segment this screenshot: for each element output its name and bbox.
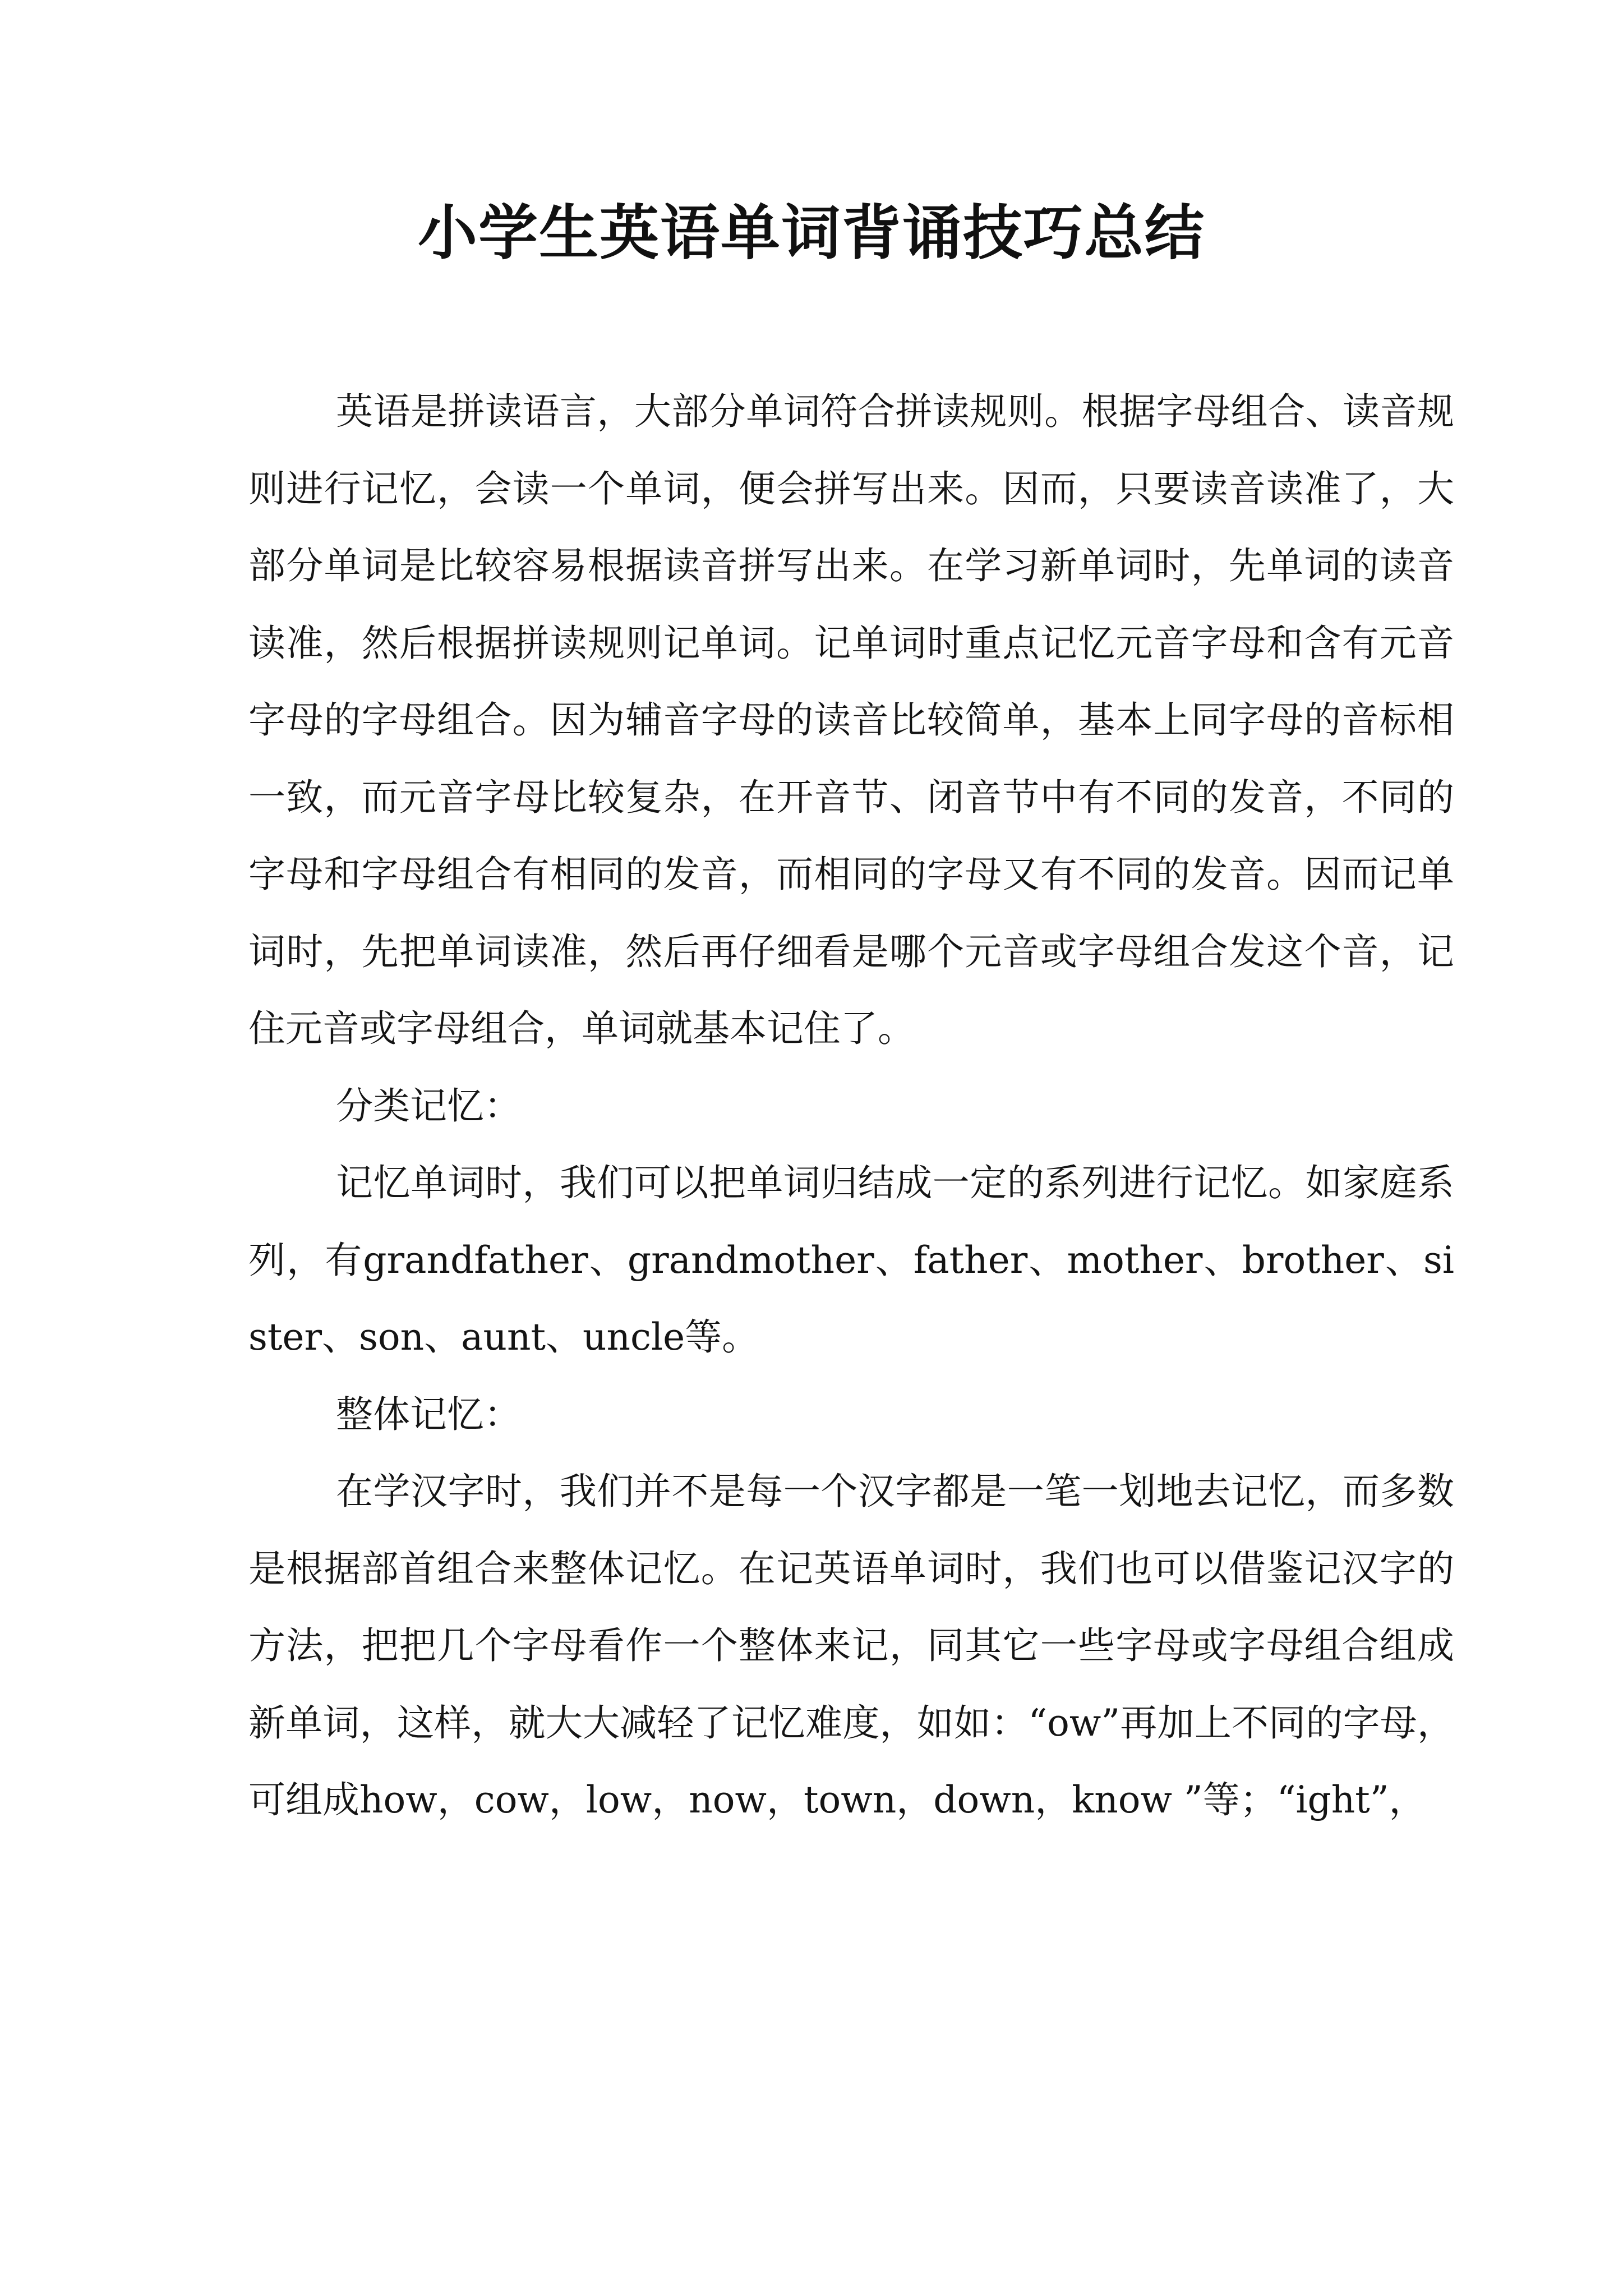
paragraph-spelling-rules: 英语是拼读语言，大部分单词符合拼读规则。根据字母组合、读音规则进行记忆，会读一个单词，便会拼写出来。因而，只要读音读准了，大部分单词是比较容易根据读音拼写出来。在学习新单词时，先单词的读音读准，然后根据拼读规则记单词。记单词时重点记忆元音字母和含有元音字母的字母组合。因为辅音字母的读音比较简单，基本上同字母的音标相一致，而元音字母比较复杂，在开音节、闭音节中有不同的发音，不同的字母和字母组合有相同的发音，而相同的字母又有不同的发音。因而记单词时，先把单词读准，然后再仔细看是哪个元音或字母组合发这个音，记住元音或字母组合，单词就基本记住了。	[248, 390, 1454, 1050]
section-label-whole-memory: 整体记忆：	[336, 1392, 521, 1436]
paragraph-category-memory: 记忆单词时，我们可以把单词归结成一定的系列进行记忆。如家庭系列，有grandfather、grandmother、father、mother、brother、sister、son、aunt、uncle等。	[248, 1161, 1454, 1359]
document-title: 小学生英语单词背诵技巧总结	[418, 197, 1205, 268]
document-body	[248, 373, 1454, 1839]
paragraph-whole-memory: 在学汉字时，我们并不是每一个汉字都是一笔一划地去记忆，而多数是根据部首组合来整体记忆。在记英语单词时，我们也可以借鉴记汉字的方法，把把几个字母看作一个整体来记，同其它一些字母或字母组合组成新单词，这样，就大大减轻了记忆难度，如如：“ow”再加上不同的字母，可组成how，cow，low，now，town，down，know ”等；“ight”，	[248, 1470, 1454, 1821]
section-label-category-memory: 分类记忆：	[336, 1084, 521, 1128]
